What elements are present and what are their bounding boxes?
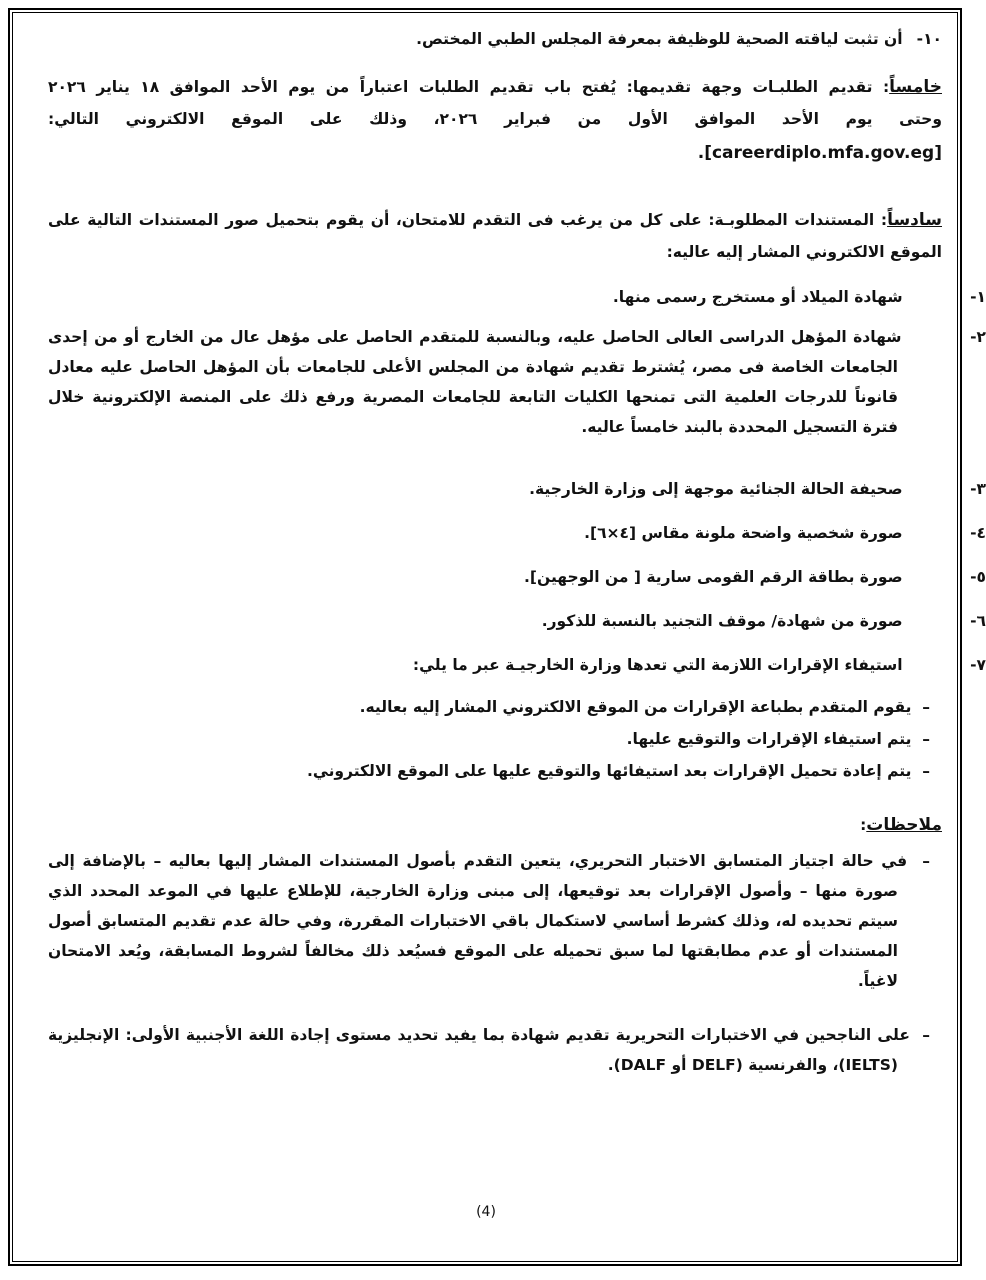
dash-bullet: – bbox=[911, 698, 930, 716]
note-text: على الناجحين في الاختبارات التحريرية تقديم شهادة بما يفيد تحديد مستوى إجادة اللغة الأجنبية الأولى: الإنجليزية (IELTS)، والفرنسية (DELF أو DALF). bbox=[48, 1026, 910, 1074]
declaration-step-text: يقوم المتقدم بطباعة الإقرارات من الموقع الالكتروني المشار إليه بعاليه. bbox=[359, 698, 912, 716]
doc-item-6 bbox=[48, 606, 986, 636]
doc-item-5 bbox=[48, 562, 986, 592]
url-bracket-open: [ bbox=[934, 143, 942, 163]
dash-bullet: – bbox=[911, 730, 930, 748]
doc-item-number: ٢- bbox=[970, 328, 986, 346]
note-2 bbox=[48, 1020, 942, 1080]
notes-heading bbox=[48, 810, 942, 840]
section-5-url-line bbox=[48, 138, 942, 168]
item-10-number: ١٠- bbox=[916, 30, 942, 48]
section-5-line1 bbox=[48, 72, 942, 102]
doc-item-text: شهادة الميلاد أو مستخرج رسمى منها. bbox=[612, 288, 903, 306]
section-6-intro bbox=[48, 204, 942, 268]
section-5-line2 bbox=[48, 104, 942, 134]
item-10-text: أن تثبت لياقته الصحية للوظيفة بمعرفة المجلس الطبي المختص. bbox=[416, 30, 903, 48]
doc-item-number: ٤- bbox=[970, 524, 986, 542]
declaration-step-2 bbox=[48, 724, 942, 754]
page-number: (4) bbox=[476, 1204, 496, 1220]
note-1 bbox=[48, 846, 942, 996]
doc-item-2 bbox=[48, 322, 986, 442]
doc-item-1 bbox=[48, 282, 986, 312]
item-10 bbox=[48, 24, 942, 54]
doc-item-text: صورة من شهادة/ موقف التجنيد بالنسبة للذكور. bbox=[541, 612, 903, 630]
doc-item-text: استيفاء الإقرارات اللازمة التي تعدها وزارة الخارجيـة عبر ما يلي: bbox=[412, 656, 903, 674]
note-text: في حالة اجتياز المتسابق الاختبار التحريري، يتعين التقدم بأصول المستندات المشار إليها بعاليه – بالإضافة إلى صورة منها – وأصول الإقرارات بعد توقيعها، إلى مبنى وزارة الخارجية، للإطلاع عليها في الموعد المحدد الذي سيتم تحديده له، وذلك كشرط أساسي لاستكمال باقي الاختبارات المقررة، وفي حالة عدم تقديم المتسابق أصول المستندات أو عدم مطابقتها لما سبق تحميله على الموقع فسيُعد ذلك مخالفاً لشروط المسابقة، ويُعد الامتحان لاغياً. bbox=[48, 852, 908, 990]
section-5-line2-text: وحتى يوم الأحد الموافق الأول من فبراير ٢٠٢٦، وذلك على الموقع الالكتروني التالي: bbox=[48, 110, 942, 128]
doc-item-text: صحيفة الحالة الجنائية موجهة إلى وزارة الخارجية. bbox=[529, 480, 903, 498]
doc-item-text: صورة شخصية واضحة ملونة مقاس [٤×٦]. bbox=[584, 524, 903, 542]
doc-item-4 bbox=[48, 518, 986, 548]
section-6-title: سادساً bbox=[887, 210, 942, 230]
url-bracket-close: ]. bbox=[697, 143, 712, 163]
doc-item-text: شهادة المؤهل الدراسى العالى الحاصل عليه، وبالنسبة للمتقدم الحاصل على مؤهل عال من الخارج أو من إحدى الجامعات الخاصة فى مصر، يُشترط تقديم شهادة من المجلس الأعلى للجامعات بأن المؤهل الحاصل عليه معادل قانوناً للدرجات العلمية التى تمنحها الكليات التابعة للجامعات المصرية ورفع ذلك على المنصة الإلكترونية خلال فترة التسجيل المحددة بالبند خامساً عاليه. bbox=[48, 328, 902, 436]
doc-item-number: ٦- bbox=[970, 612, 986, 630]
dash-bullet: – bbox=[907, 852, 931, 870]
doc-item-3 bbox=[48, 474, 986, 504]
doc-item-text: صورة بطاقة الرقم القومى سارية [ من الوجهين]. bbox=[524, 568, 903, 586]
declaration-step-text: يتم استيفاء الإقرارات والتوقيع عليها. bbox=[626, 730, 912, 748]
section-5-title: خامساً bbox=[889, 77, 942, 97]
doc-item-number: ١- bbox=[970, 288, 986, 306]
declaration-step-text: يتم إعادة تحميل الإقرارات بعد استيفائها والتوقيع عليها على الموقع الالكتروني. bbox=[307, 762, 912, 780]
doc-item-number: ٥- bbox=[970, 568, 986, 586]
section-6-intro-text: : المستندات المطلوبـة: على كل من يرغب فى التقدم للامتحان، أن يقوم بتحميل صور المستندات التالية على الموقع الالكتروني المشار إليه عاليه: bbox=[48, 211, 942, 261]
notes-title: ملاحظات bbox=[866, 815, 942, 835]
dash-bullet: – bbox=[911, 762, 930, 780]
doc-item-7 bbox=[48, 650, 986, 680]
declaration-step-3 bbox=[48, 756, 942, 786]
doc-item-number: ٣- bbox=[970, 480, 986, 498]
doc-item-number: ٧- bbox=[970, 656, 986, 674]
section-5-line1-text: : تقديم الطلبـات وجهة تقديمها: يُفتح باب تقديم الطلبات اعتباراً من يوم الأحد الموافق ١٨ يناير ٢٠٢٦ bbox=[48, 78, 890, 96]
dash-bullet: – bbox=[909, 1026, 930, 1044]
application-website-link[interactable]: careerdiplo.mfa.gov.eg bbox=[711, 143, 935, 163]
declaration-step-1 bbox=[48, 692, 942, 722]
notes-colon: : bbox=[860, 816, 867, 834]
